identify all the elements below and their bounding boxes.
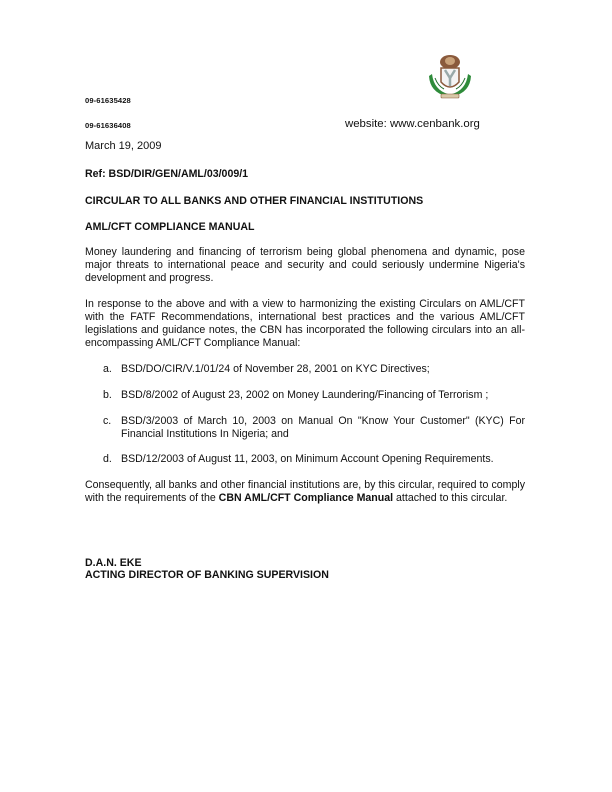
paragraph-closing (85, 479, 525, 505)
signatory-title: ACTING DIRECTOR OF BANKING SUPERVISION (85, 569, 329, 581)
list-marker: a. (103, 363, 112, 375)
list-marker: b. (103, 389, 112, 401)
reference-number: Ref: BSD/DIR/GEN/AML/03/009/1 (85, 168, 249, 180)
list-item (103, 453, 525, 466)
letter-date: March 19, 2009 (85, 140, 162, 152)
list-text: BSD/3/2003 of March 10, 2003 on Manual On "Know Your Customer" (KYC) For Financial Institutions In Nigeria; and (121, 415, 525, 440)
list-marker: c. (103, 415, 112, 427)
subject-heading: AML/CFT COMPLIANCE MANUAL (85, 221, 255, 233)
closing-text-start: Consequently, all banks and other financial institutions are, by this circular, required to comply with the requirements of the (85, 479, 525, 504)
paragraph-intro: Money laundering and financing of terrorism being global phenomena and dynamic, pose major threats to international peace and security and could seriously undermine Nigeria's development and progress. (85, 246, 525, 284)
list-text: BSD/DO/CIR/V.1/01/24 of November 28, 2001 on KYC Directives; (121, 363, 430, 375)
phone-number-2: 09-61636408 (85, 121, 131, 130)
website-link[interactable]: website: www.cenbank.org (345, 118, 480, 130)
crest-icon (424, 52, 476, 104)
list-item (103, 415, 525, 441)
paragraph-response: In response to the above and with a view to harmonizing the existing Circulars on AML/CFT with the FATF Recommendations, international best practices and the various AML/CFT legislations and guidance notes, the CBN has incorporated the following circulars into an all-encompassing AML/CFT Compliance Manual: (85, 298, 525, 349)
phone-number-1: 09-61635428 (85, 96, 131, 105)
signatory-name: D.A.N. EKE (85, 557, 142, 569)
cbn-crest-logo (424, 52, 476, 104)
list-item (103, 389, 525, 402)
list-text: BSD/12/2003 of August 11, 2003, on Minimum Account Opening Requirements. (121, 453, 494, 465)
closing-text-end: attached to this circular. (393, 492, 508, 504)
list-text: BSD/8/2002 of August 23, 2002 on Money Laundering/Financing of Terrorism ; (121, 389, 489, 401)
compliance-manual-name: CBN AML/CFT Compliance Manual (218, 492, 394, 504)
list-item (103, 363, 525, 376)
list-marker: d. (103, 453, 112, 465)
circular-title: CIRCULAR TO ALL BANKS AND OTHER FINANCIAL INSTITUTIONS (85, 195, 424, 207)
